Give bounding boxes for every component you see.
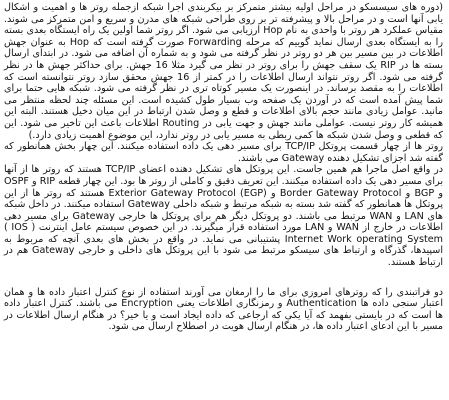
paragraph-3: در واقع اصل ماجرا هم همین جاست. این پروتکل های تشکیل دهنده اعضای TCP/IP هستند که روتر ها از آنها برای مسیر دهی یک داده استفاده میکنند. این تعریف دقیق و کاملی از روتر ها بود. این چهار قطعه RIP و OSPF و BGP و Border Gateway Protocol و Exterior Gateway Protocol (EGP) هستند که روتر ها از این پروتکل ها همانطور که گفته شد بسته به شبکه مرتبط و شبکه داخلی Gateway استفاده میکنند. در داخل شبکه های LAN و WAN مرتبط می باشند. دو پروتکل دیگر هم برای پروتکل ها خارجی Gateway برای مسیر دهی اطلاعات در خارج از WAN و LAN مورد استفاده قرار میگیرند. در این خصوص سیستم عامل اینترنت ( IOS ) Internet Work operating System پشتیبانی می نماید. در واقع در بخش های بعدی آنچه که مربوط به اسپیدها، گذرگاه و ارتباط های سیسکو مرتبط می شود با این پروتکل های داخلی و خارجی Gateway هم در ارتباط هستند. xyxy=(4,164,444,269)
paragraph-2: روتر ها از چهار قسمت پروتکل TCP/IP برای مسیر دهی یک داده استفاده میکنند. این چهار بخش همانطور که گفته شد اجزای تشکیل دهنده Gateway می باشند. xyxy=(4,141,443,164)
paragraph-gap xyxy=(4,269,443,287)
paragraph-1: (دوره های سیسسکو در مراحل اولیه بیشتر متمرکز بر بیکربندی اجرا شبکه ازجمله روتر ها و اهمیت و اشکال یابی آنها است و در مراحل بالا و پیشرفته تر بر روی طراحی شبکه های مدرن و سریع و امن متمرکز می شوند. مقیاس عملکرد هر روتر با واحدی به نام Hop ارزیابی می شود. اگر روتر شما اولین یک راه ایستگاه بعدی بسته را به ایستگاه بعدی ارسال نماید گوییم که مرحله Forwarding صورت گرفته است که Hop به عنوان جهش اطلاعات در بین مسیر بین هر دو روتر در نظر گرفته می شود و به شماره آن اضافه می شود. در ابتدای ارسال بسته ها در RIP یک سقف جهش را برای روتر در نظر می گیرد مثلا 16 جهش. برای حداکثر جهش ها در نظر گرفته می شود. اگر روتر نتواند ارسال اطلاعات را در کمتر از 16 جهش محقق سازد روتر نتوانسته است که اطلاعات را به مقصد برساند. در اینصورت یک مسیر کوتاه تری در نظر گرفته می شود. شبکه هایی حتما برای شما پیش آمده است که در آوردن یک صفحه وب بسیار طول کشیده است. این مسئله چند لحظه منتظر می مانید. عوامل زیادی مانند حجم بالای اطلاعات و قطع و وصل شدن ارتباط در این میان دخیل هستند. البته این همیشه کار روتر نیست. عواملی مانند جهش و جهت یابی در Routing اطلاعات باعث این تاخیر می شود. این که قطعی و وصل شدن شبکه ها کمی ربطی به مسیر یابی در روتر ندارد، این موضوع اهمیت زیادی دارد.) xyxy=(4,2,444,141)
paragraph-4: دو فراتبندی را که روترهای امروزی برای ما را ارمغان می آورند استفاده از نوع کنترل اعتبار داده ها و همان اعتبار سنجی داده ها Authentication و رمزنگاری اطلاعات یعنی Encryption می باشند. کنترل اعتبار داده ها است که در بایستی بفهمد که آیا یکی که ارجاعی که داده ایجاد است و یا خیر؟ در هنگام ارسال اطلاعات در مسیر با این ادعای اعتبار داده ها، در هنگام ارسال هویت در اصطلاح ارسال می شود. xyxy=(4,286,444,333)
